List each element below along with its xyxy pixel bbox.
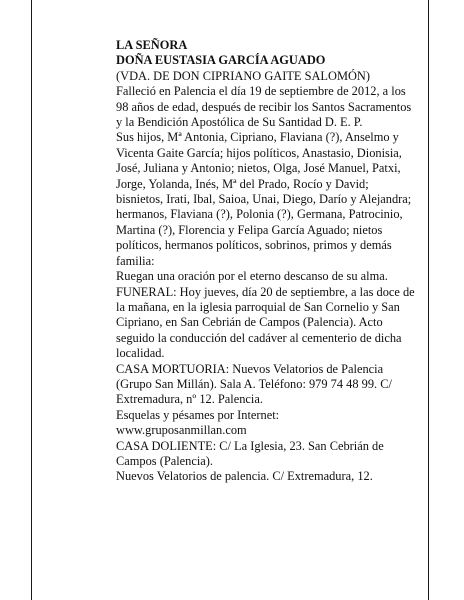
funeral-paragraph: FUNERAL: Hoy jueves, día 20 de septiembre, a las doce de la mañana, en la iglesia parroquial de San Cornelio y San Cipriano, en San Cebrián de Campos (Palencia). Acto seguido la conducción del cadáver al cementerio de dicha localidad. <box>116 284 415 361</box>
deceased-name: DOÑA EUSTASIA GARCÍA AGUADO <box>116 53 326 68</box>
family-paragraph: Sus hijos, Mª Antonia, Cipriano, Flaviana (?), Anselmo y Vicenta Gaite García; hijos políticos, Anastasio, Dionisia, José, Juliana y Antonio; nietos, Olga, José Manuel, Patxi, Jorge, Yolanda, Inés, Mª del Prado, Rocío y David; bisnietos, Irati, Ibal, Saioa, Unai, Diego, Darío y Alejandra; hermanos, Flaviana (?), Polonia (?), Germana, Patrocinio, Martina (?), Florencia y Felipa García Aguado; nietos políticos, hermanos políticos, sobrinos, primos y demás familia: <box>116 130 412 268</box>
notice-heading-title: LA SEÑORA <box>116 38 188 52</box>
widow-line: (VDA. DE DON CIPRIANO GAITE SALOMÓN) <box>116 68 370 83</box>
internet-label: Esquelas y pésames por Internet: <box>116 407 280 422</box>
obituary-notice <box>116 38 416 485</box>
mourning-house-paragraph: CASA DOLIENTE: C/ La Iglesia, 23. San Cebrián de Campos (Palencia). <box>116 438 384 468</box>
velatorios-paragraph: Nuevos Velatorios de palencia. C/ Extremadura, 12. <box>116 469 373 484</box>
death-paragraph: Falleció en Palencia el día 19 de septiembre de 2012, a los 98 años de edad, después de recibir los Santos Sacramentos y la Bendición Apostólica de Su Santidad D. E. P. <box>116 84 412 130</box>
internet-url: www.gruposanmillan.com <box>116 423 247 438</box>
mortuary-paragraph: CASA MORTUORIA: Nuevos Velatorios de Palencia (Grupo San Millán). Sala A. Teléfono: 979 74 48 99. C/ Extremadura, nº 12. Palencia. <box>116 361 392 407</box>
prayer-paragraph: Ruegan una oración por el eterno descanso de su alma. <box>116 269 388 284</box>
